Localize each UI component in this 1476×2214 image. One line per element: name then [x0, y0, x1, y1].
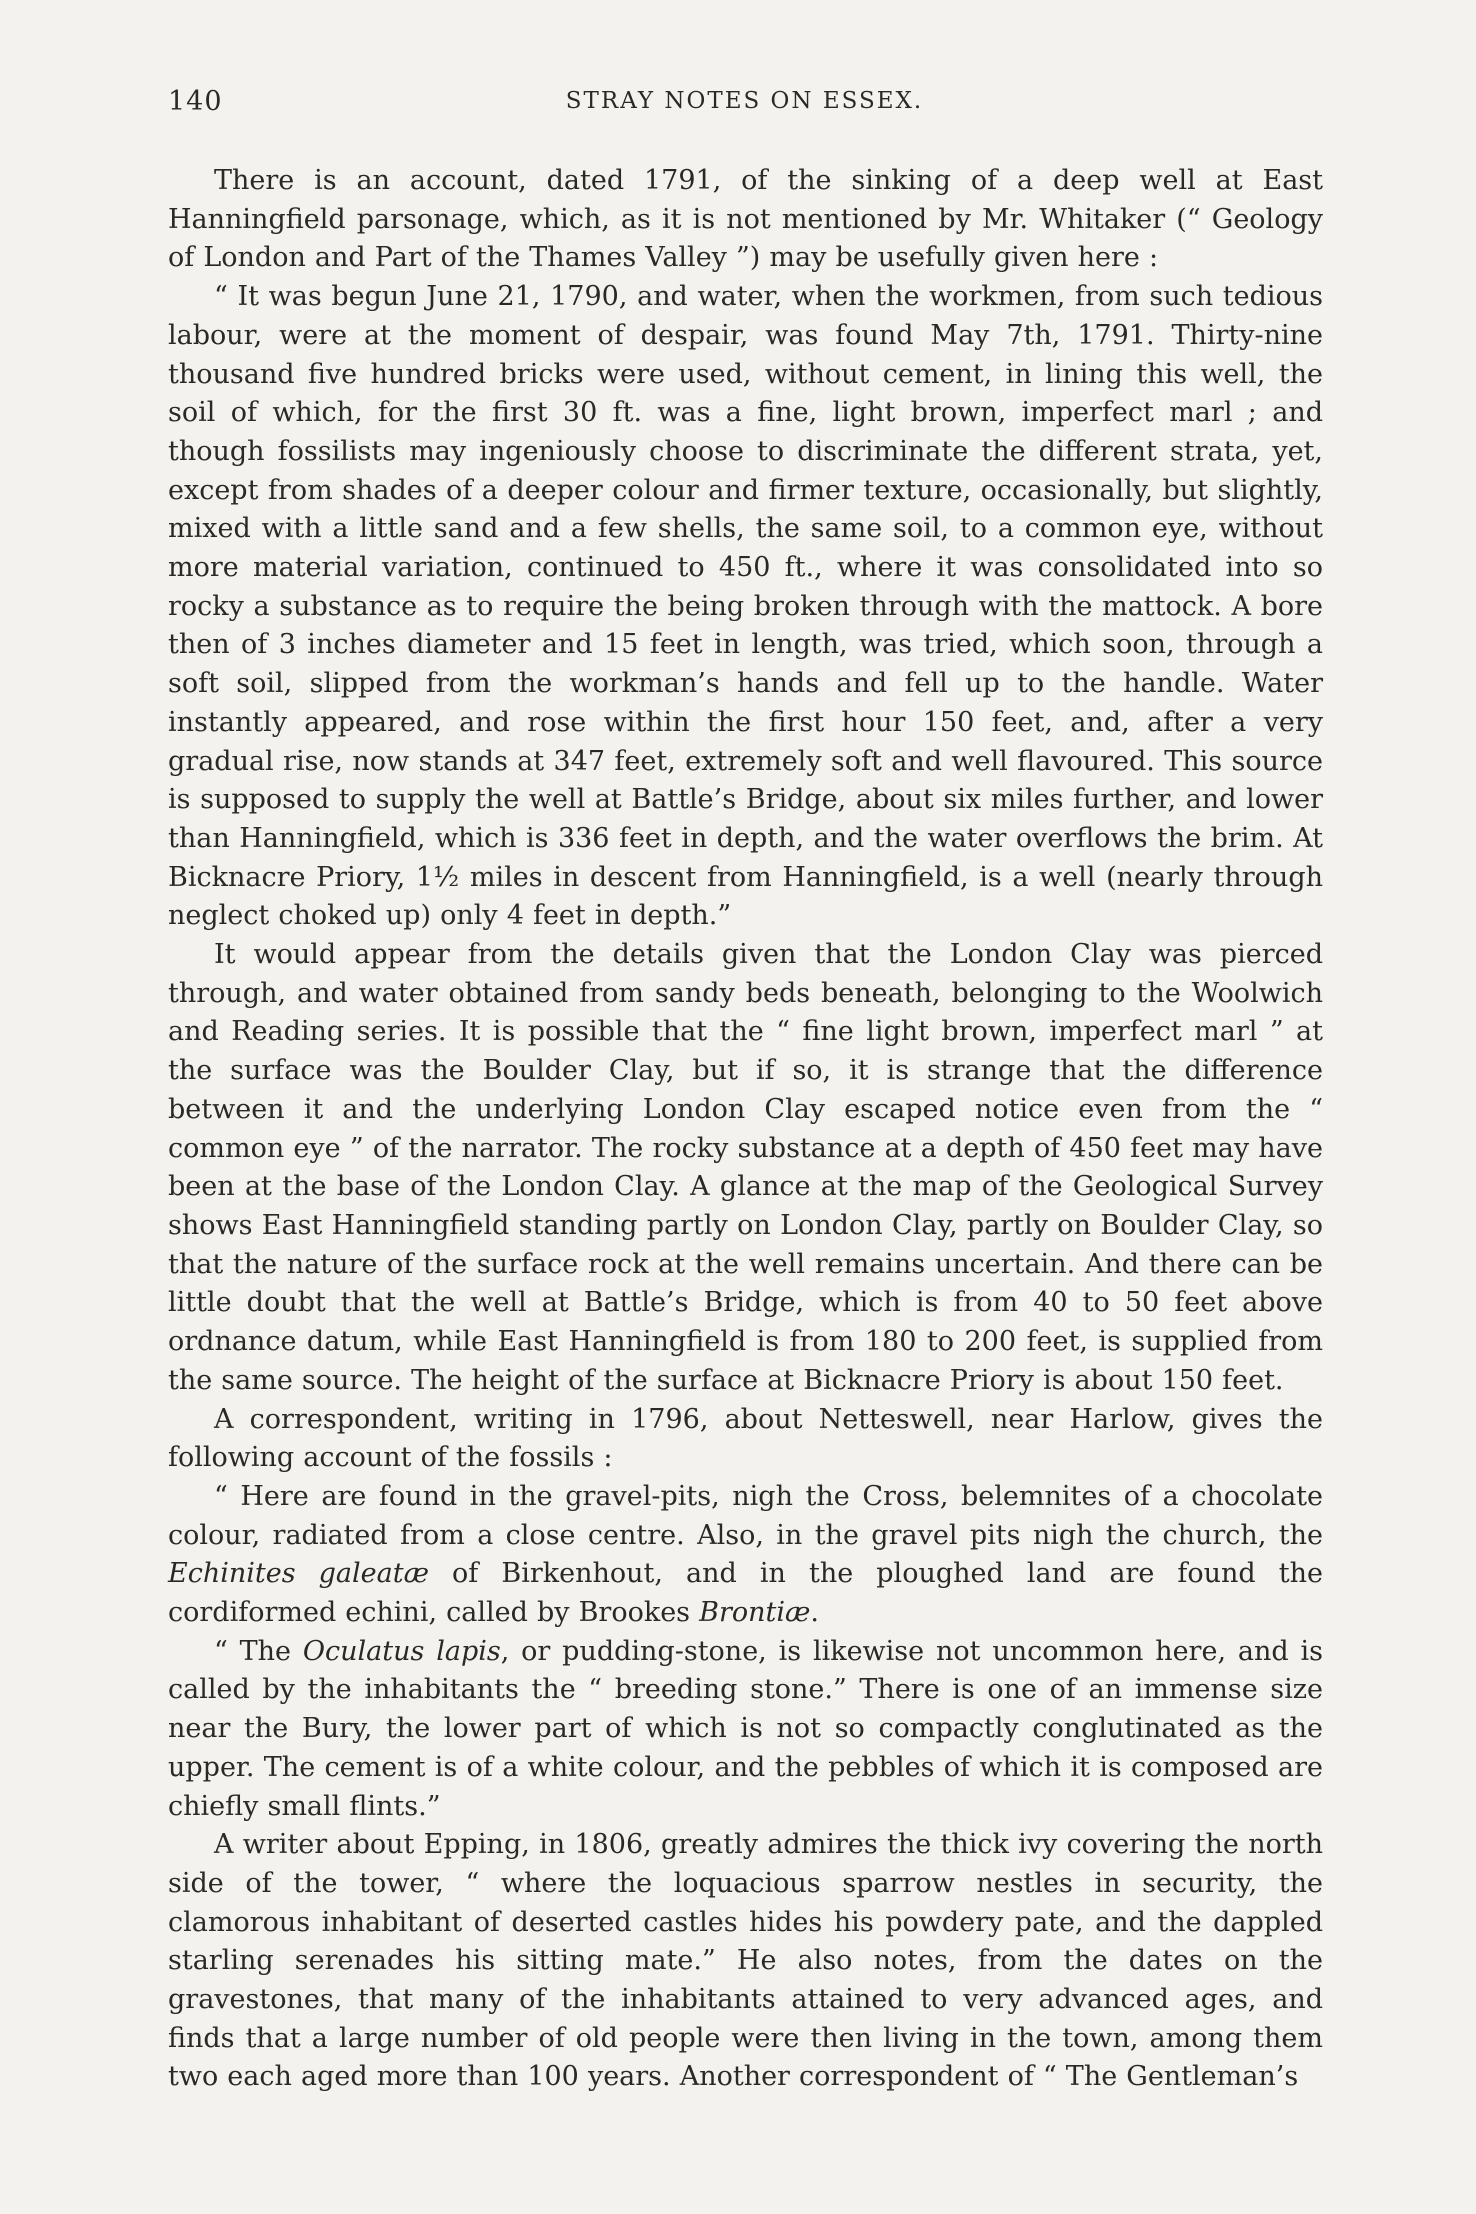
paragraph-well-quote: “ It was begun June 21, 1790, and water, when the workmen, from such tedious labour, were at the moment of despair, was found May 7th, 1791. Thirty-nine thousand five hundred bricks were used, without cement, in lining this well, the soil of which, for the first 30 ft. was a fine, light brown, imperfect marl ; and though fossilists may ingeniously choose to discriminate the different strata, yet, except from shades of a deeper colour and firmer texture, occasionally, but slightly, mixed with a little sand and a few shells, the same soil, to a common eye, without more material variation, continued to 450 ft., where it was consolidated into so rocky a substance as to require the being broken through with the mattock. A bore then of 3 inches diameter and 15 feet in length, was tried, which soon, through a soft soil, slipped from the workman’s hands and fell up to the handle. Water instantly appeared, and rose within the first hour 150 feet, and, after a very gradual rise, now stands at 347 feet, extremely soft and well flavoured. This source is supposed to supply the well at Battle’s Bridge, about six miles further, and lower than Hanningfield, which is 336 feet in depth, and the water overflows the brim. At Bicknacre Priory, 1½ miles in descent from Hanningfield, is a well (nearly through neglect choked up) only 4 feet in depth.” [168, 281, 1323, 932]
pudding-italic-oculatus: Oculatus lapis [302, 1635, 501, 1667]
fossils-text-3: . [810, 1597, 819, 1629]
page-number: 140 [168, 86, 223, 117]
paragraph-epping: A writer about Epping, in 1806, greatly admires the thick ivy covering the north side of the tower, “ where the loquacious sparrow nestles in security, the clamorous inhabitant of deserted castles hides his powdery pate, and the dappled starling serenades his sitting mate.” He also notes, from the dates on the gravestones, that many of the inhabitants attained to very advanced ages, and finds that a large number of old people were then living in the town, among them two each aged more than 100 years. Another correspondent of “ The Gentleman’s [168, 1829, 1323, 2093]
paragraph-netteswell-intro: A correspondent, writing in 1796, about Netteswell, near Harlow, gives the following account of the fossils : [168, 1403, 1323, 1474]
pudding-text-1: “ The [214, 1635, 303, 1667]
pudding-text-2: , or pudding-stone, is likewise not uncommon here, and is called by the inhabitants the “ breeding stone.” There is one of an immense size near the Bury, the lower part of which is not so compactly conglutinated as the upper. The cement is of a white colour, and the pebbles of which it is composed are chiefly small flints.” [168, 1635, 1323, 1822]
fossils-text-2: of Birkenhout, and in the ploughed land are found the cordiformed echini, called by Brookes [168, 1558, 1323, 1629]
fossils-italic-echinites: Echinites galeatæ [168, 1558, 429, 1590]
body-text [168, 162, 1323, 2097]
paragraph-pudding-stone [168, 1633, 1323, 1827]
paragraph-fossils-quote [168, 1478, 1323, 1633]
running-title: STRAY NOTES ON ESSEX. [565, 88, 924, 114]
fossils-text-1: “ Here are found in the gravel-pits, nigh the Cross, belemnites of a chocolate colour, radiated from a close centre. Also, in the gravel pits nigh the church, the [168, 1480, 1323, 1551]
fossils-italic-brontiae: Brontiæ [699, 1597, 811, 1629]
paragraph-london-clay: It would appear from the details given that the London Clay was pierced through, and water obtained from sandy beds beneath, belonging to the Woolwich and Reading series. It is possible that the “ fine light brown, imperfect marl ” at the surface was the Boulder Clay, but if so, it is strange that the difference between it and the underlying London Clay escaped notice even from the “ common eye ” of the narrator. The rocky substance at a depth of 450 feet may have been at the base of the London Clay. A glance at the map of the Geological Survey shows East Hanningfield standing partly on London Clay, partly on Boulder Clay, so that the nature of the surface rock at the well remains uncertain. And there can be little doubt that the well at Battle’s Bridge, which is from 40 to 50 feet above ordnance datum, while East Hanningfield is from 180 to 200 feet, is supplied from the same source. The height of the surface at Bicknacre Priory is about 150 feet. [168, 939, 1323, 1396]
paragraph-well-account-intro: There is an account, dated 1791, of the sinking of a deep well at East Hanningfield parsonage, which, as it is not mentioned by Mr. Whitaker (“ Geology of London and Part of the Thames Valley ”) may be usefully given here : [168, 165, 1323, 274]
running-head [168, 86, 1321, 126]
